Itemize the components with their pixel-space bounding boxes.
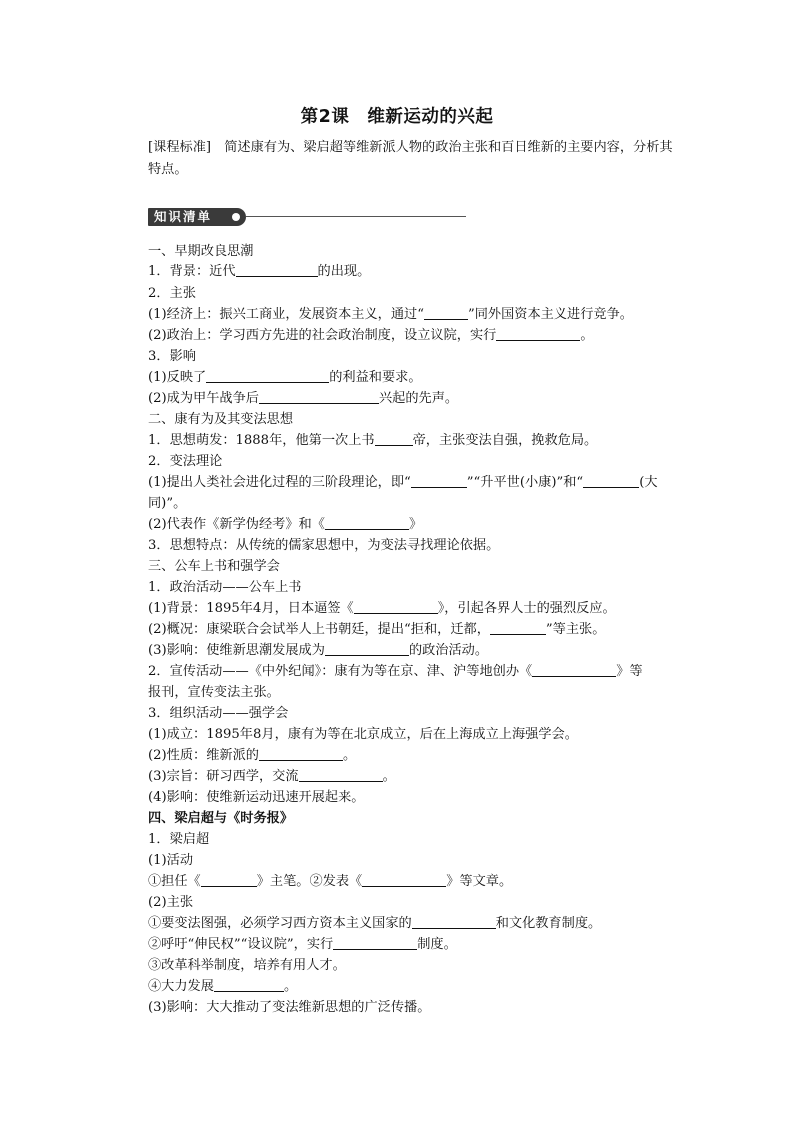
list-item <box>148 851 193 871</box>
course-standard <box>148 137 678 181</box>
text: (3)影响：使维新思潮发展成为 <box>148 643 325 658</box>
list-item <box>148 536 499 556</box>
list-item <box>148 998 430 1018</box>
heading-gongche <box>148 557 280 577</box>
fill-blank <box>362 872 446 887</box>
text: 3．影响 <box>148 349 196 364</box>
text: 3．组织活动——强学会 <box>148 706 289 721</box>
text: 1．梁启超 <box>148 832 210 847</box>
text: 2．变法理论 <box>148 454 223 469</box>
text: 》主笔。②发表《 <box>256 874 363 889</box>
list-item <box>148 662 643 682</box>
text: 》，引起各界人士的强烈反应。 <box>437 601 616 616</box>
text: (2)性质：维新派的 <box>148 748 259 763</box>
list-item <box>148 431 597 451</box>
text: 同)”。 <box>148 496 187 511</box>
list-item <box>148 935 457 955</box>
heading-kang-youwei <box>148 410 293 430</box>
list-item <box>148 452 222 472</box>
list-item <box>148 347 196 367</box>
list-item <box>148 305 633 325</box>
text: 3．思想特点：从传统的儒家思想中，为变法寻找理论依据。 <box>148 538 500 553</box>
fill-blank <box>354 599 438 614</box>
text: 和文化教育制度。 <box>495 916 602 931</box>
list-item <box>148 956 346 976</box>
fill-blank <box>325 515 409 530</box>
fill-blank <box>325 641 409 656</box>
text: (2)成为甲午战争后 <box>148 391 259 406</box>
text: (1)提出人类社会进化过程的三阶段理论，即“ <box>148 475 411 490</box>
text: 1．背景：近代 <box>148 264 236 279</box>
course-standard-label: [课程标准] <box>148 140 212 155</box>
text: ”等主张。 <box>545 622 606 637</box>
text: 二、康有为及其变法思想 <box>148 412 294 427</box>
text: 帝，主张变法自强，挽救危局。 <box>412 433 598 448</box>
knowledge-list-header <box>148 208 468 226</box>
list-item <box>148 494 186 514</box>
text: 的政治活动。 <box>408 643 489 658</box>
text: 1．思想萌发：1888年，他第一次上书 <box>148 433 375 448</box>
text: ①要变法图强，必须学习西方资本主义国家的 <box>148 916 412 931</box>
fill-blank <box>333 935 417 950</box>
fill-blank <box>214 977 284 992</box>
list-item <box>148 578 301 598</box>
text: (1)成立：1895年8月，康有为等在北京成立，后在上海成立上海强学会。 <box>148 727 578 742</box>
list-item <box>148 262 370 282</box>
knowledge-list-label: 知识清单 <box>154 209 213 224</box>
list-item <box>148 788 365 808</box>
fill-blank <box>583 473 639 488</box>
list-item <box>148 683 280 703</box>
list-item <box>148 284 196 304</box>
fill-blank <box>259 746 343 761</box>
list-item <box>148 641 488 661</box>
text: (大 <box>639 475 658 490</box>
text: 1．政治活动——公车上书 <box>148 580 302 595</box>
text: (3)影响：大大推动了变法维新思想的广泛传播。 <box>148 1000 431 1015</box>
fill-blank <box>424 305 468 320</box>
list-item <box>148 746 356 766</box>
list-item <box>148 473 658 493</box>
bullet-dot-icon <box>232 213 240 221</box>
fill-blank <box>259 389 379 404</box>
list-item <box>148 620 605 640</box>
text: (1)活动 <box>148 853 194 868</box>
fill-blank <box>201 872 257 887</box>
list-item <box>148 389 458 409</box>
text: (2)概况：康梁联合会试举人上书朝廷，提出“拒和，迁都， <box>148 622 490 637</box>
text: 。 <box>580 328 594 343</box>
text: (1)经济上：振兴工商业，发展资本主义，通过“ <box>148 307 424 322</box>
list-item <box>148 872 512 892</box>
text: 2．宣传活动——《中外纪闻》：康有为等在京、津、沪等地创办《 <box>148 664 533 679</box>
heading-early-reform <box>148 242 254 262</box>
list-item <box>148 368 422 388</box>
fill-blank <box>412 914 496 929</box>
list-item <box>148 830 209 850</box>
list-item <box>148 704 288 724</box>
text: ③改革科举制度，培养有用人才。 <box>148 958 346 973</box>
text: (2)代表作《新学伪经考》和《 <box>148 517 325 532</box>
lesson-title: 第2课 维新运动的兴起 <box>300 107 494 127</box>
text: ”同外国资本主义进行竞争。 <box>467 307 633 322</box>
text: 报刊，宣传变法主张。 <box>148 685 280 700</box>
knowledge-list-tag <box>148 208 246 226</box>
text: (1)反映了 <box>148 370 207 385</box>
list-item <box>148 767 396 787</box>
fill-blank <box>490 620 546 635</box>
text: 。 <box>382 769 396 784</box>
fill-blank <box>375 431 413 446</box>
text: 。 <box>283 979 298 994</box>
text: ④大力发展 <box>148 979 214 994</box>
text: (4)影响：使维新运动迅速开展起来。 <box>148 790 365 805</box>
text: (2)主张 <box>148 895 194 910</box>
list-item <box>148 515 422 535</box>
text: 》等文章。 <box>446 874 513 889</box>
header-rule <box>246 216 466 217</box>
text: 四、梁启超与《时务报》 <box>148 811 294 826</box>
text: 制度。 <box>417 937 457 952</box>
course-standard-text: 简述康有为、梁启超等维新派人物的政治主张和百日维新的主要内容，分析其特点。 <box>148 140 673 177</box>
text: 》 <box>408 517 423 532</box>
text: ②呼吁“伸民权”“设议院”，实行 <box>148 937 334 952</box>
fill-blank <box>496 326 580 341</box>
text: 。 <box>343 748 357 763</box>
list-item <box>148 725 578 745</box>
text: (3)宗旨：研习西学，交流 <box>148 769 299 784</box>
text: 三、公车上书和强学会 <box>148 559 280 574</box>
fill-blank <box>206 368 329 383</box>
text: 》等 <box>616 664 643 679</box>
text: 2．主张 <box>148 286 196 301</box>
fill-blank <box>411 473 467 488</box>
text: 的出现。 <box>317 264 371 279</box>
list-item <box>148 326 594 346</box>
text: (1)背景：1895年4月，日本逼签《 <box>148 601 354 616</box>
list-item <box>148 599 616 619</box>
text: 一、早期改良思潮 <box>148 244 254 259</box>
fill-blank <box>532 662 616 677</box>
fill-blank <box>299 767 383 782</box>
heading-liang-qichao <box>148 809 293 829</box>
text: ①担任《 <box>148 874 201 889</box>
text: (2)政治上：学习西方先进的社会政治制度，设立议院，实行 <box>148 328 497 343</box>
text: 的利益和要求。 <box>329 370 422 385</box>
list-item <box>148 914 601 934</box>
text: ”“升平世(小康)”和“ <box>466 475 584 490</box>
text: 兴起的先声。 <box>379 391 459 406</box>
fill-blank <box>236 262 318 277</box>
list-item <box>148 977 297 997</box>
list-item <box>148 893 193 913</box>
